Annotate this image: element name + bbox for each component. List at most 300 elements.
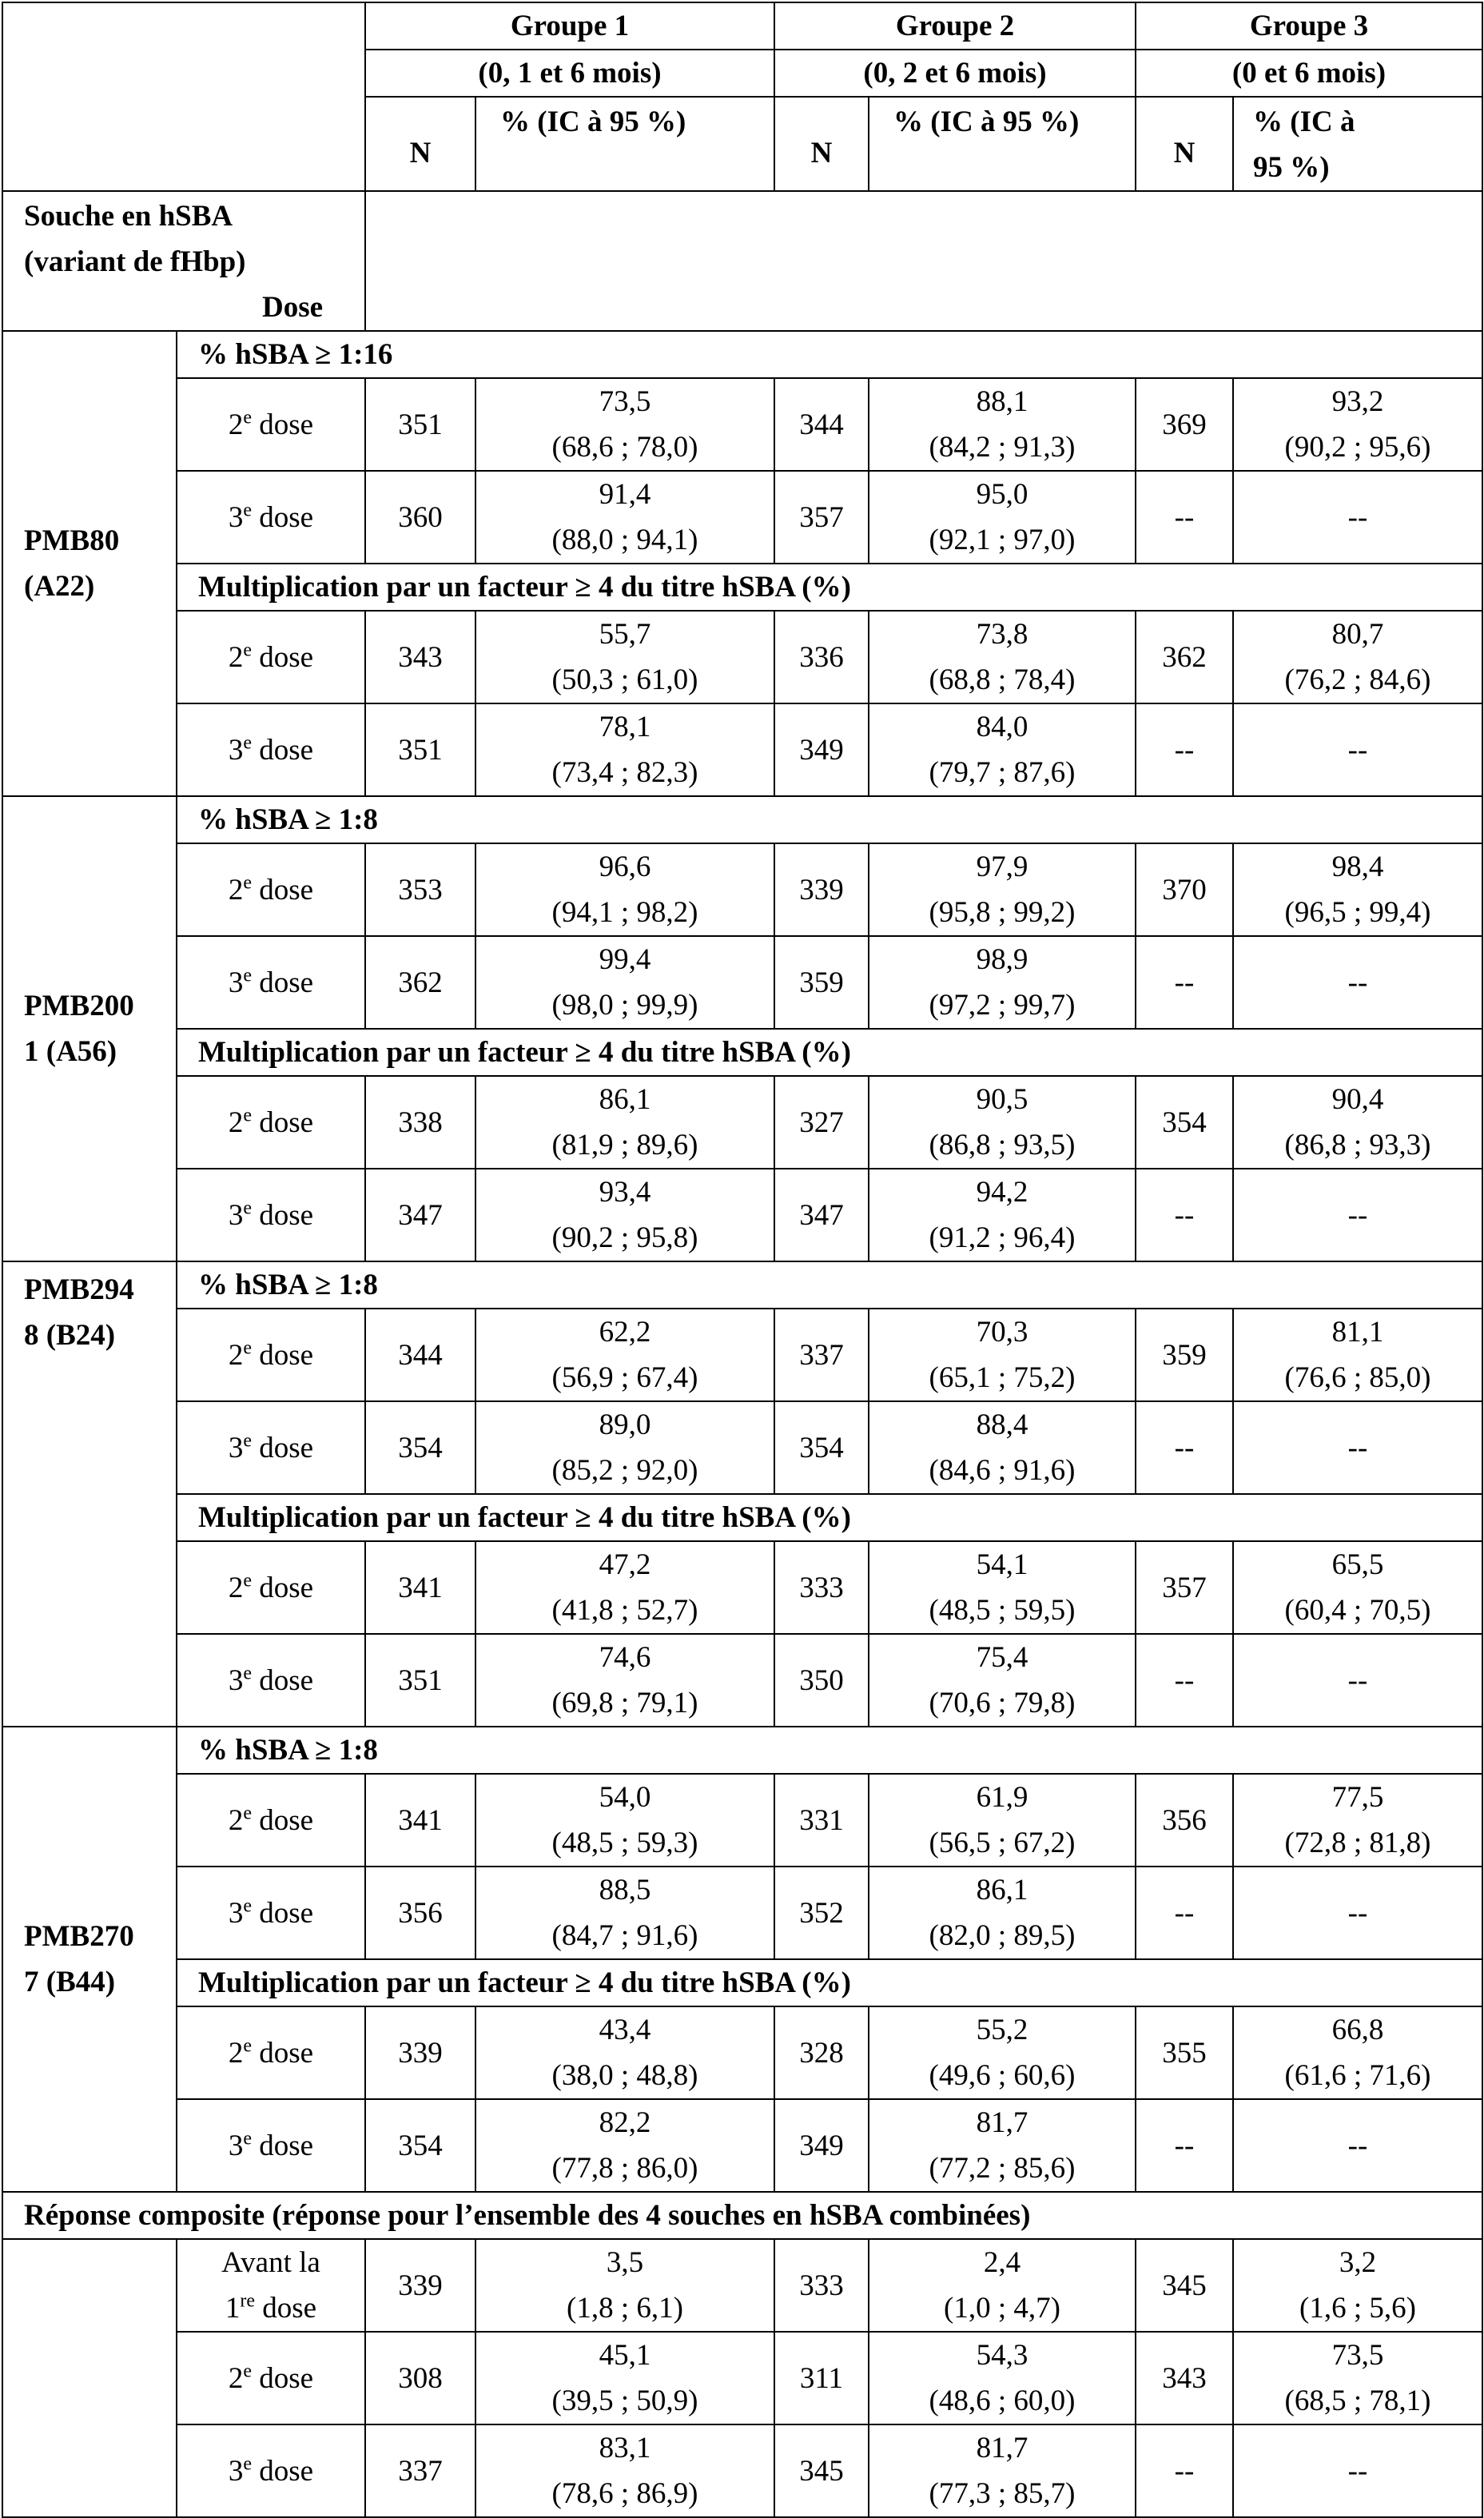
table-row: [2, 703, 1482, 796]
confidence-interval: (95,8 ; 99,2): [929, 896, 1076, 929]
dose-ordinal-suffix: e: [243, 1197, 253, 1219]
strain-label: [2, 1261, 177, 1727]
subheader-row: [2, 796, 1482, 843]
confidence-interval: (84,7 ; 91,6): [551, 1919, 698, 1952]
group-1-percent: [475, 1541, 774, 1634]
group-3-percent: [1233, 843, 1482, 936]
group-2-n-header: N: [774, 97, 869, 191]
group-3-percent: [1233, 1076, 1482, 1169]
header-row-groups: [2, 2, 1482, 50]
group-1-n: 347: [365, 1169, 475, 1261]
dose-label: [177, 1634, 365, 1727]
group-2-n: 339: [774, 843, 869, 936]
confidence-interval: (90,2 ; 95,6): [1284, 431, 1431, 464]
group-2-n: 337: [774, 1309, 869, 1401]
dose-label: [177, 1401, 365, 1494]
percent-value: 90,4: [1331, 1083, 1384, 1116]
percent-value: 93,2: [1331, 385, 1384, 418]
dose-label: [177, 2239, 365, 2332]
group-1-percent: [475, 1169, 774, 1261]
dose-number: 3: [228, 1663, 244, 1697]
group-2-n: 359: [774, 936, 869, 1029]
group-1-n: 343: [365, 611, 475, 703]
dose-ordinal-suffix: e: [243, 2361, 253, 2382]
table-row: [2, 471, 1482, 564]
dose-ordinal-suffix: e: [243, 1663, 253, 1684]
dose-ordinal-suffix: e: [243, 500, 253, 521]
group-3-n: 343: [1136, 2332, 1233, 2424]
dose-word: dose: [252, 873, 314, 906]
dose-ordinal-suffix: e: [243, 2035, 253, 2057]
dose-word: dose: [252, 2361, 314, 2395]
percent-value: 3,2: [1339, 2246, 1377, 2279]
group-3-percent: --: [1233, 1634, 1482, 1727]
subheader-row: [2, 1494, 1482, 1541]
group-2-schedule: (0, 2 et 6 mois): [774, 50, 1136, 97]
percent-value: 93,4: [599, 1176, 651, 1209]
group-1-percent: [475, 843, 774, 936]
dose-label: [177, 1076, 365, 1169]
threshold-subheader: % hSBA ≥ 1:8: [177, 796, 1482, 843]
group-1-percent: [475, 378, 774, 471]
subheader-row: [2, 1261, 1482, 1309]
group-1-n: 351: [365, 1634, 475, 1727]
dose-label: [177, 2006, 365, 2099]
table-row: [2, 2424, 1482, 2517]
dose-number: 2: [228, 408, 244, 441]
group-1-schedule: (0, 1 et 6 mois): [365, 50, 774, 97]
dose-label: [177, 1867, 365, 1959]
confidence-interval: (72,8 ; 81,8): [1284, 1827, 1431, 1859]
percent-value: 55,7: [599, 618, 651, 651]
group-2-percent: [869, 611, 1136, 703]
subheader-row: [2, 331, 1482, 378]
group-3-percent: --: [1233, 1401, 1482, 1494]
table-row: [2, 2099, 1482, 2192]
percent-value: 62,2: [599, 1316, 651, 1349]
group-1-n: 337: [365, 2424, 475, 2517]
composite-title-row: [2, 2192, 1482, 2239]
dose-ordinal-suffix: e: [243, 1105, 253, 1126]
group-3-n-header: N: [1136, 97, 1233, 191]
dose-word: dose: [252, 2129, 314, 2162]
group-3-n: --: [1136, 703, 1233, 796]
group-1-percent: [475, 2424, 774, 2517]
table-row: [2, 611, 1482, 703]
confidence-interval: (92,1 ; 97,0): [929, 524, 1076, 556]
group-3-n: 356: [1136, 1774, 1233, 1867]
percent-value: 55,2: [976, 2014, 1028, 2046]
percent-value: 88,5: [599, 1874, 651, 1906]
dose-ordinal-suffix: e: [243, 2453, 253, 2475]
dose-word: dose: [252, 1896, 314, 1930]
dose-label: [177, 1541, 365, 1634]
dose-label-line2: [177, 2285, 364, 2331]
percent-value: 74,6: [599, 1641, 651, 1674]
fold-rise-subheader: Multiplication par un facteur ≥ 4 du titre hSBA (%): [177, 564, 1482, 611]
header-corner: [2, 2, 365, 191]
group-2-n: 349: [774, 703, 869, 796]
confidence-interval: (76,2 ; 84,6): [1284, 663, 1431, 696]
group-1-n: 344: [365, 1309, 475, 1401]
strain-name-line2: 1 (A56): [24, 1035, 117, 1068]
dose-label: [177, 2099, 365, 2192]
dose-label: [177, 2424, 365, 2517]
group-2-percent: [869, 2332, 1136, 2424]
group-3-pct-header: [1233, 97, 1482, 191]
group-1-n: 351: [365, 378, 475, 471]
group-3-percent: --: [1233, 2424, 1482, 2517]
group-1-percent: [475, 471, 774, 564]
dose-label: [177, 2332, 365, 2424]
confidence-interval: (86,8 ; 93,3): [1284, 1129, 1431, 1161]
group-3-percent: [1233, 1309, 1482, 1401]
table-row: [2, 1634, 1482, 1727]
table-row: [2, 2332, 1482, 2424]
group-3-percent: [1233, 611, 1482, 703]
confidence-interval: (48,5 ; 59,3): [551, 1827, 698, 1859]
group-3-n: --: [1136, 2099, 1233, 2192]
dose-number: 3: [228, 1896, 244, 1930]
confidence-interval: (68,6 ; 78,0): [551, 431, 698, 464]
group-1-n: 339: [365, 2239, 475, 2332]
percent-value: 54,3: [976, 2339, 1028, 2372]
group-3-n: 369: [1136, 378, 1233, 471]
confidence-interval: (50,3 ; 61,0): [551, 663, 698, 696]
subheader-row: [2, 1959, 1482, 2006]
souche-header-line2: (variant de fHbp): [24, 245, 246, 278]
dose-ordinal-suffix: e: [243, 2128, 253, 2149]
confidence-interval: (86,8 ; 93,5): [929, 1129, 1076, 1161]
percent-value: 78,1: [599, 711, 651, 743]
dose-number: 3: [228, 966, 244, 999]
group-2-n: 327: [774, 1076, 869, 1169]
percent-value: 66,8: [1331, 2014, 1384, 2046]
dose-label: [177, 703, 365, 796]
confidence-interval: (90,2 ; 95,8): [551, 1221, 698, 1254]
group-2-percent: [869, 378, 1136, 471]
group-2-percent: [869, 1401, 1136, 1494]
dose-word: dose: [252, 500, 314, 534]
group-3-percent: [1233, 2006, 1482, 2099]
group-1-percent: [475, 2332, 774, 2424]
confidence-interval: (39,5 ; 50,9): [551, 2385, 698, 2417]
percent-value: 75,4: [976, 1641, 1028, 1674]
dose-word: dose: [252, 966, 314, 999]
dose-label: [177, 936, 365, 1029]
group-2-n: 333: [774, 1541, 869, 1634]
confidence-interval: (85,2 ; 92,0): [551, 1454, 698, 1487]
group-3-n: --: [1136, 1867, 1233, 1959]
percent-value: 86,1: [599, 1083, 651, 1116]
confidence-interval: (60,4 ; 70,5): [1284, 1594, 1431, 1627]
confidence-interval: (84,2 ; 91,3): [929, 431, 1076, 464]
group-3-n: --: [1136, 2424, 1233, 2517]
percent-value: 90,5: [976, 1083, 1028, 1116]
composite-empty-cell: [2, 2239, 177, 2517]
table-row: [2, 2006, 1482, 2099]
dose-number: 2: [228, 2036, 244, 2070]
group-2-n: 333: [774, 2239, 869, 2332]
percent-value: 94,2: [976, 1176, 1028, 1209]
confidence-interval: (94,1 ; 98,2): [551, 896, 698, 929]
dose-number: 3: [228, 2454, 244, 2488]
group-2-percent: [869, 1634, 1136, 1727]
percent-value: 80,7: [1331, 618, 1384, 651]
group-2-n: 345: [774, 2424, 869, 2517]
threshold-subheader: % hSBA ≥ 1:8: [177, 1727, 1482, 1774]
percent-value: 84,0: [976, 711, 1028, 743]
dose-ordinal-suffix: e: [243, 1895, 253, 1917]
table-row: [2, 1867, 1482, 1959]
dose-label-line1: Avant la: [221, 2246, 320, 2279]
group-3-percent: --: [1233, 1169, 1482, 1261]
group-3-n: --: [1136, 936, 1233, 1029]
dose-label: [177, 1309, 365, 1401]
dose-word: dose: [252, 1803, 314, 1837]
group-2-title: Groupe 2: [774, 2, 1136, 50]
percent-value: 54,0: [599, 1781, 651, 1814]
subheader-row: [2, 1029, 1482, 1076]
confidence-interval: (96,5 ; 99,4): [1284, 896, 1431, 929]
group-2-percent: [869, 1541, 1136, 1634]
strain-name-line1: PMB294: [24, 1273, 134, 1306]
dose-label: [177, 1774, 365, 1867]
confidence-interval: (70,6 ; 79,8): [929, 1687, 1076, 1719]
percent-value: 45,1: [599, 2339, 651, 2372]
confidence-interval: (76,6 ; 85,0): [1284, 1361, 1431, 1394]
confidence-interval: (48,5 ; 59,5): [929, 1594, 1076, 1627]
group-1-n: 362: [365, 936, 475, 1029]
confidence-interval: (48,6 ; 60,0): [929, 2385, 1076, 2417]
strain-label: [2, 1727, 177, 2192]
group-1-title: Groupe 1: [365, 2, 774, 50]
group-3-schedule: (0 et 6 mois): [1136, 50, 1482, 97]
percent-value: 82,2: [599, 2106, 651, 2139]
strain-name-line2: (A22): [24, 570, 95, 603]
strain-name-line2: 7 (B44): [24, 1966, 116, 1998]
group-3-n: 357: [1136, 1541, 1233, 1634]
group-3-title: Groupe 3: [1136, 2, 1482, 50]
group-3-percent: [1233, 1541, 1482, 1634]
threshold-subheader: % hSBA ≥ 1:16: [177, 331, 1482, 378]
confidence-interval: (77,8 ; 86,0): [551, 2152, 698, 2185]
confidence-interval: (69,8 ; 79,1): [551, 1687, 698, 1719]
percent-value: 99,4: [599, 943, 651, 976]
dose-ordinal-suffix: e: [243, 1337, 253, 1359]
dose-word: dose: [252, 2036, 314, 2070]
souche-header-line1: Souche en hSBA: [24, 200, 233, 233]
souche-header-cell: [2, 191, 365, 331]
dose-ordinal-suffix: e: [243, 639, 253, 661]
group-1-n: 338: [365, 1076, 475, 1169]
group-3-percent: [1233, 2239, 1482, 2332]
dose-number: 2: [228, 640, 244, 674]
group-3-n: 355: [1136, 2006, 1233, 2099]
group-2-n: 354: [774, 1401, 869, 1494]
fold-rise-subheader: Multiplication par un facteur ≥ 4 du titre hSBA (%): [177, 1494, 1482, 1541]
percent-value: 54,1: [976, 1548, 1028, 1581]
dose-number: 1: [225, 2292, 241, 2325]
group-3-n: 370: [1136, 843, 1233, 936]
percent-value: 97,9: [976, 851, 1028, 883]
dose-word: dose: [252, 2454, 314, 2488]
group-3-percent: --: [1233, 703, 1482, 796]
dose-word: dose: [255, 2292, 317, 2325]
confidence-interval: (38,0 ; 48,8): [551, 2059, 698, 2092]
group-1-n: 339: [365, 2006, 475, 2099]
dose-label: [177, 611, 365, 703]
percent-value: 86,1: [976, 1874, 1028, 1906]
souche-header-row: [2, 191, 1482, 331]
dose-word: dose: [252, 1106, 314, 1139]
confidence-interval: (1,6 ; 5,6): [1299, 2292, 1416, 2325]
table-row: [2, 936, 1482, 1029]
table-row: [2, 1169, 1482, 1261]
subheader-row: [2, 564, 1482, 611]
percent-value: 43,4: [599, 2014, 651, 2046]
group-3-n: 362: [1136, 611, 1233, 703]
table-row: [2, 1774, 1482, 1867]
group-2-n: 344: [774, 378, 869, 471]
dose-ordinal-suffix: e: [243, 965, 253, 986]
dose-number: 3: [228, 500, 244, 534]
group-2-percent: [869, 1309, 1136, 1401]
group-3-n: 345: [1136, 2239, 1233, 2332]
group-2-n: 311: [774, 2332, 869, 2424]
group-1-percent: [475, 1634, 774, 1727]
dose-number: 2: [228, 1571, 244, 1604]
group-3-percent: [1233, 2332, 1482, 2424]
percent-value: 73,8: [976, 618, 1028, 651]
composite-title: Réponse composite (réponse pour l’ensemble des 4 souches en hSBA combinées): [2, 2192, 1482, 2239]
dose-number: 2: [228, 873, 244, 906]
group-3-pct-header-line1: % (IC à: [1253, 106, 1355, 138]
dose-label: [177, 471, 365, 564]
dose-word: dose: [252, 1338, 314, 1372]
group-2-percent: [869, 2099, 1136, 2192]
strain-label: [2, 331, 177, 796]
dose-label: [177, 1169, 365, 1261]
percent-value: 81,7: [976, 2432, 1028, 2464]
strain-label: [2, 796, 177, 1261]
dose-ordinal-suffix: e: [243, 732, 253, 754]
confidence-interval: (41,8 ; 52,7): [551, 1594, 698, 1627]
percent-value: 89,0: [599, 1408, 651, 1441]
dose-word: dose: [252, 733, 314, 767]
group-1-pct-header: % (IC à 95 %): [475, 97, 774, 191]
group-3-percent: --: [1233, 1867, 1482, 1959]
group-1-n: 341: [365, 1541, 475, 1634]
confidence-interval: (77,2 ; 85,6): [929, 2152, 1076, 2185]
confidence-interval: (1,0 ; 4,7): [944, 2292, 1060, 2325]
fold-rise-subheader: Multiplication par un facteur ≥ 4 du titre hSBA (%): [177, 1029, 1482, 1076]
dose-word: dose: [252, 1198, 314, 1232]
confidence-interval: (68,8 ; 78,4): [929, 663, 1076, 696]
group-2-percent: [869, 2006, 1136, 2099]
percent-value: 73,5: [599, 385, 651, 418]
group-3-n: 354: [1136, 1076, 1233, 1169]
percent-value: 2,4: [983, 2246, 1021, 2279]
subheader-row: [2, 1727, 1482, 1774]
dose-number: 3: [228, 1198, 244, 1232]
group-3-n: 359: [1136, 1309, 1233, 1401]
dose-word: dose: [252, 640, 314, 674]
dose-number: 2: [228, 1803, 244, 1837]
group-2-percent: [869, 703, 1136, 796]
group-2-percent: [869, 2424, 1136, 2517]
table-row: [2, 1309, 1482, 1401]
confidence-interval: (77,3 ; 85,7): [929, 2477, 1076, 2510]
group-2-pct-header: % (IC à 95 %): [869, 97, 1136, 191]
group-2-percent: [869, 936, 1136, 1029]
group-2-percent: [869, 1169, 1136, 1261]
percent-value: 98,4: [1331, 851, 1384, 883]
confidence-interval: (97,2 ; 99,7): [929, 989, 1076, 1022]
group-2-n: 336: [774, 611, 869, 703]
group-3-pct-header-line2: 95 %): [1253, 151, 1330, 184]
percent-value: 61,9: [976, 1781, 1028, 1814]
percent-value: 95,0: [976, 478, 1028, 511]
strain-name-line1: PMB200: [24, 990, 134, 1022]
group-1-percent: [475, 2099, 774, 2192]
percent-value: 96,6: [599, 851, 651, 883]
group-3-n: --: [1136, 1401, 1233, 1494]
group-2-percent: [869, 843, 1136, 936]
dose-number: 3: [228, 2129, 244, 2162]
dose-number: 3: [228, 733, 244, 767]
table-row: [2, 1076, 1482, 1169]
dose-ordinal-suffix: e: [243, 1570, 253, 1592]
group-1-percent: [475, 1867, 774, 1959]
dose-word: dose: [252, 1663, 314, 1697]
confidence-interval: (49,6 ; 60,6): [929, 2059, 1076, 2092]
group-2-percent: [869, 1774, 1136, 1867]
group-2-percent: [869, 1076, 1136, 1169]
table-row: [2, 1401, 1482, 1494]
group-1-percent: [475, 1774, 774, 1867]
group-3-percent: --: [1233, 936, 1482, 1029]
table-row: [2, 843, 1482, 936]
percent-value: 73,5: [1331, 2339, 1384, 2372]
dose-label: [177, 843, 365, 936]
group-2-percent: [869, 1867, 1136, 1959]
group-1-n: 308: [365, 2332, 475, 2424]
dose-number: 2: [228, 1338, 244, 1372]
group-2-n: 328: [774, 2006, 869, 2099]
percent-value: 47,2: [599, 1548, 651, 1581]
percent-value: 81,1: [1331, 1316, 1384, 1349]
confidence-interval: (73,4 ; 82,3): [551, 756, 698, 789]
confidence-interval: (61,6 ; 71,6): [1284, 2059, 1431, 2092]
group-1-percent: [475, 1076, 774, 1169]
threshold-subheader: % hSBA ≥ 1:8: [177, 1261, 1482, 1309]
percent-value: 91,4: [599, 478, 651, 511]
table-row: [2, 2239, 1482, 2332]
group-2-n: 352: [774, 1867, 869, 1959]
percent-value: 98,9: [976, 943, 1028, 976]
group-2-n: 349: [774, 2099, 869, 2192]
dose-ordinal-suffix: e: [243, 1803, 253, 1824]
dose-ordinal-suffix: e: [243, 872, 253, 894]
dose-number: 2: [228, 1106, 244, 1139]
group-3-n: --: [1136, 1634, 1233, 1727]
group-1-percent: [475, 1401, 774, 1494]
group-1-n: 354: [365, 2099, 475, 2192]
dose-label: [177, 378, 365, 471]
percent-value: 88,1: [976, 385, 1028, 418]
group-3-percent: [1233, 378, 1482, 471]
